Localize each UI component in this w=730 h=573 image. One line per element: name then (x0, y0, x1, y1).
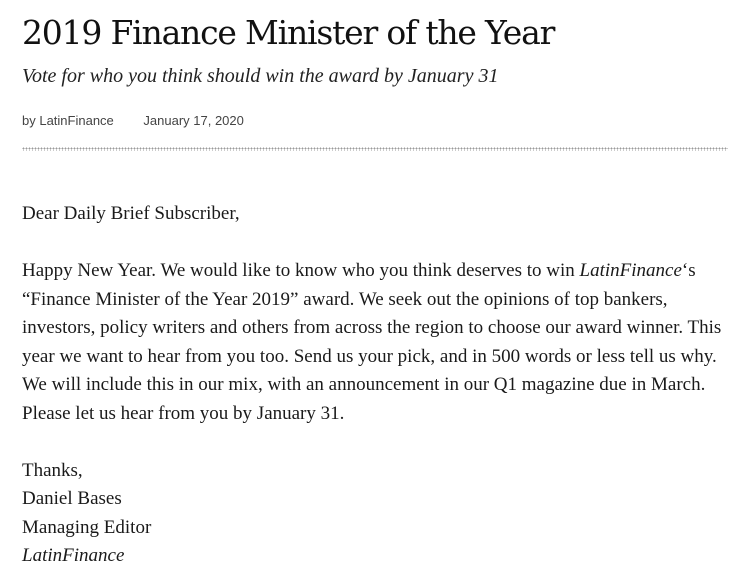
signer-name: Daniel Bases (22, 488, 122, 509)
article-meta (22, 113, 244, 128)
dotted-divider (22, 147, 728, 151)
publication-name: LatinFinance (579, 260, 682, 281)
letter-signoff: Thanks, (22, 459, 83, 481)
signer-organization: LatinFinance (22, 545, 125, 566)
paragraph-text-start: Happy New Year. We would like to know who you think deserves to win (22, 260, 580, 281)
letter-paragraph (22, 257, 728, 428)
byline[interactable]: by LatinFinance (22, 113, 114, 128)
signer-title: Managing Editor (22, 516, 152, 538)
letter-greeting: Dear Daily Brief Subscriber, (22, 203, 240, 224)
paragraph-text-end: ‘s “Finance Minister of the Year 2019” award. We seek out the opinions of top bankers, investors, policy writers and others from across the region to choose our award winner. This year we want to hear from you too. Send us your pick, and in 500 words or less tell us why. We will include this in our mix, with an announcement in our Q1 magazine due in March. Please let us hear from you by January 31. (22, 260, 722, 424)
publish-date: January 17, 2020 (143, 113, 244, 128)
article-title: 2019 Finance Minister of the Year (22, 13, 555, 52)
article-subtitle: Vote for who you think should win the award by January 31 (22, 65, 499, 87)
letter-body (22, 200, 728, 571)
